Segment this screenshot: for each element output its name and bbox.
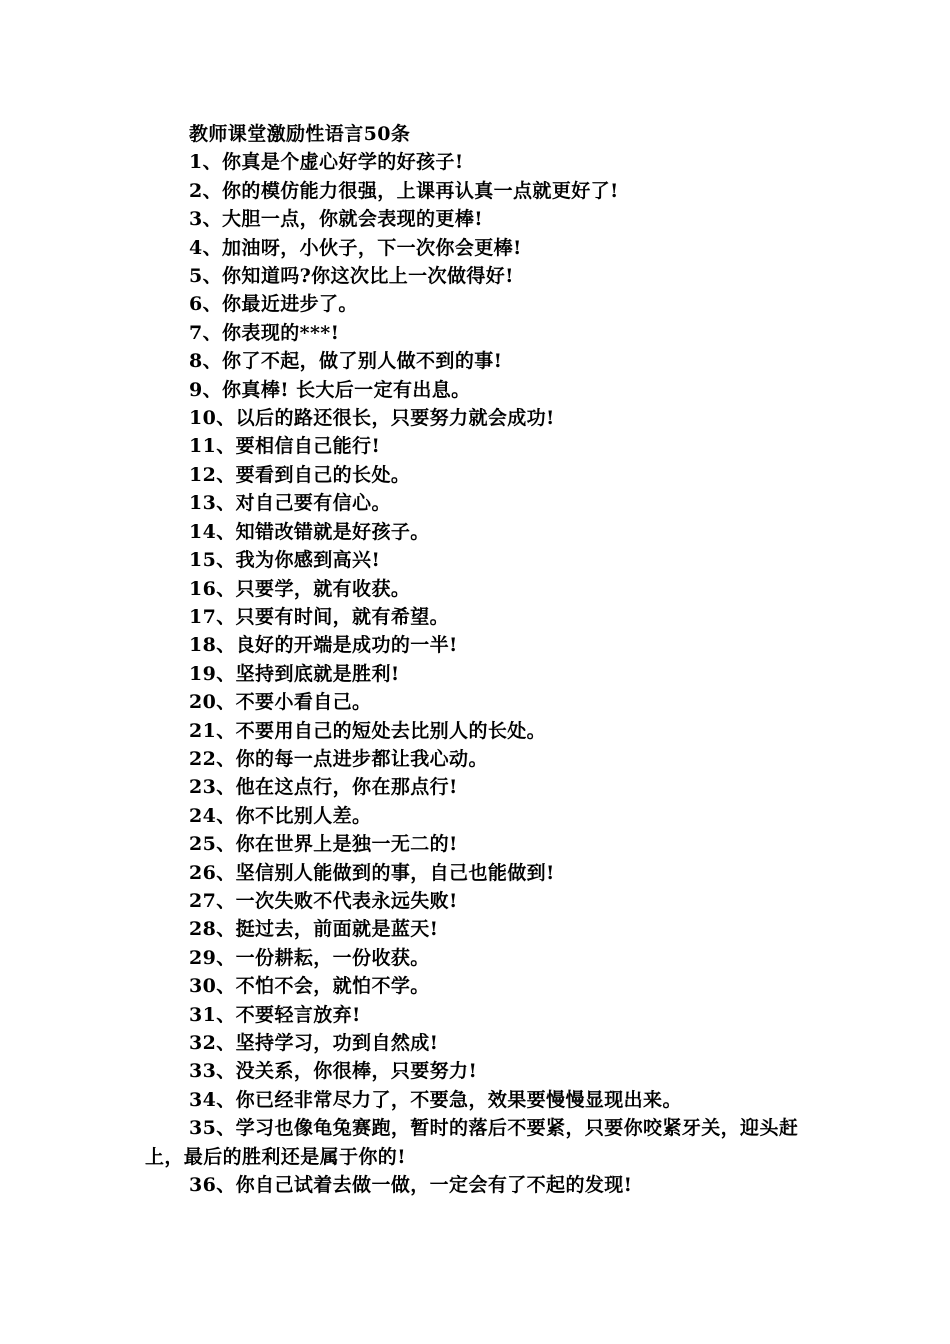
list-item: 12、要看到自己的长处。 xyxy=(189,463,411,486)
list-item: 25、你在世界上是独一无二的! xyxy=(189,833,458,856)
list-item: 14、知错改错就是好孩子。 xyxy=(189,520,430,543)
list-item: 32、坚持学习，功到自然成! xyxy=(189,1032,439,1054)
list-item: 20、不要小看自己。 xyxy=(189,691,372,714)
list-item: 28、挺过去，前面就是蓝天! xyxy=(189,918,439,941)
list-item: 8、你了不起，做了别人做不到的事! xyxy=(189,350,503,373)
list-item: 15、我为你感到高兴! xyxy=(189,549,381,572)
list-item: 1、你真是个虚心好学的好孩子! xyxy=(189,151,464,174)
list-item: 9、你真棒! 长大后一定有出息。 xyxy=(189,378,471,401)
list-item: 13、对自己要有信心。 xyxy=(189,492,391,515)
list-item: 10、以后的路还很长，只要努力就会成功! xyxy=(189,407,555,430)
list-item: 7、你表现的***! xyxy=(189,321,340,344)
list-item: 35、学习也像龟兔赛跑，暂时的落后不要紧，只要你咬紧牙关，迎头赶上，最后的胜利还是属于你的! xyxy=(145,1117,799,1168)
list-item: 2、你的模仿能力很强，上课再认真一点就更好了! xyxy=(189,179,619,202)
list-item: 24、你不比别人差。 xyxy=(189,804,372,827)
list-item: 6、你最近进步了。 xyxy=(189,293,358,316)
list-item: 18、良好的开端是成功的一半! xyxy=(189,634,458,657)
list-item: 31、不要轻言放弃! xyxy=(189,1003,361,1026)
document-title: 教师课堂激励性语言50条 xyxy=(189,123,411,145)
list-item: 33、没关系，你很棒，只要努力! xyxy=(189,1060,478,1083)
list-item: 22、你的每一点进步都让我心动。 xyxy=(189,747,488,770)
list-item: 29、一份耕耘，一份收获。 xyxy=(189,946,430,969)
list-item: 3、大胆一点，你就会表现的更棒! xyxy=(189,208,483,231)
list-item: 21、不要用自己的短处去比别人的长处。 xyxy=(189,719,547,742)
list-item: 26、坚信别人能做到的事，自己也能做到! xyxy=(189,861,555,884)
list-item: 34、你已经非常尽力了，不要急，效果要慢慢显现出来。 xyxy=(189,1088,682,1111)
list-item: 16、只要学，就有收获。 xyxy=(189,577,411,600)
list-item: 27、一次失败不代表永远失败! xyxy=(189,889,458,912)
list-item: 11、要相信自己能行! xyxy=(189,435,381,458)
list-item: 30、不怕不会，就怕不学。 xyxy=(189,975,430,998)
list-item: 4、加油呀，小伙子，下一次你会更棒! xyxy=(189,236,522,259)
list-item: 23、他在这点行，你在那点行! xyxy=(189,776,458,799)
list-item: 5、你知道吗?你这次比上一次做得好! xyxy=(189,265,514,288)
list-item: 19、坚持到底就是胜利! xyxy=(189,662,400,685)
list-item: 36、你自己试着去做一做，一定会有了不起的发现! xyxy=(189,1174,633,1197)
list-item: 17、只要有时间，就有希望。 xyxy=(189,605,450,628)
document-body xyxy=(145,120,815,1199)
